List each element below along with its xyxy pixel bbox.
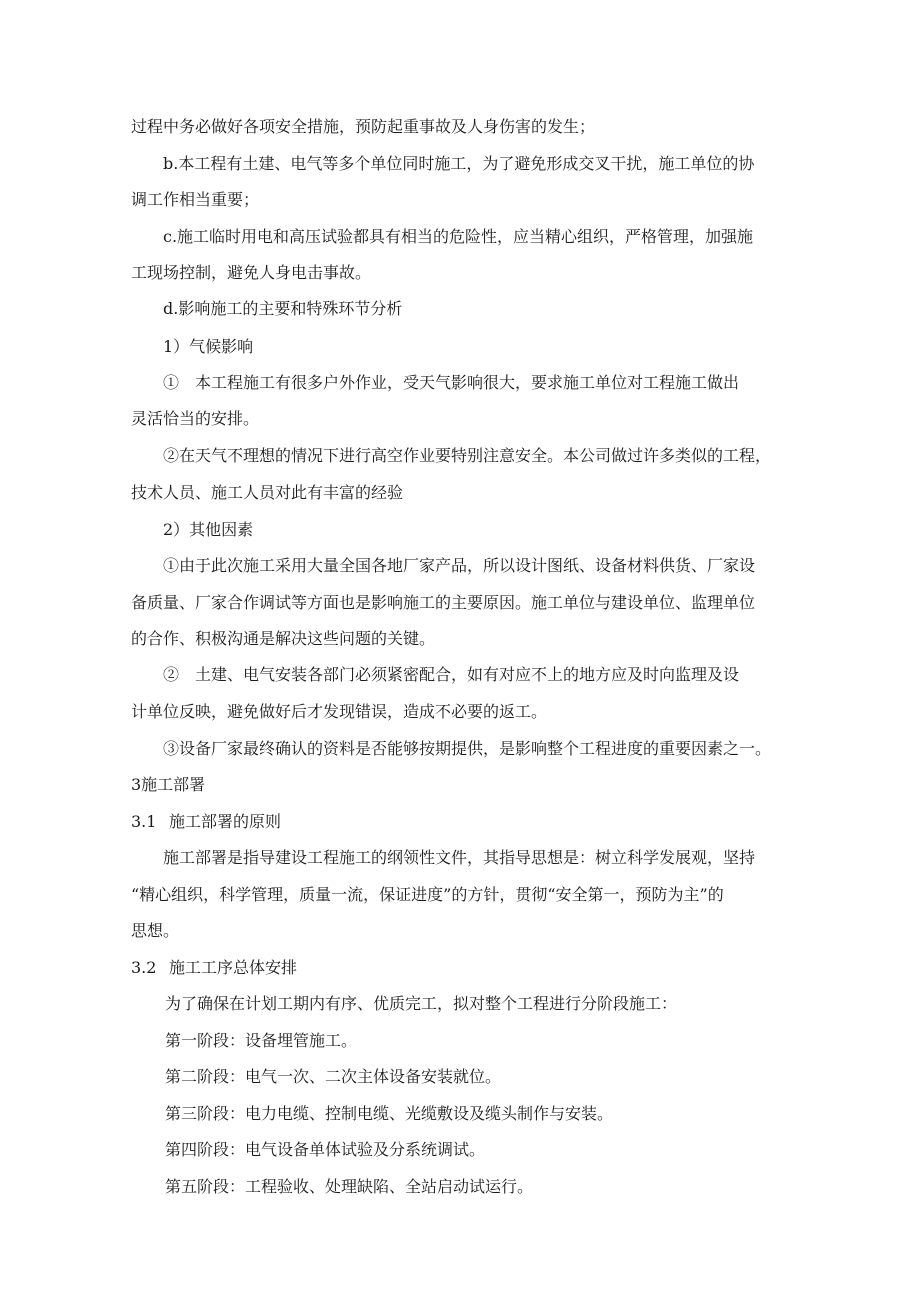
paragraph-line: c.施工临时用电和高压试验都具有相当的危险性，应当精心组织，严格管理，加强施: [163, 227, 754, 246]
paragraph-line: 备质量、厂家合作调试等方面也是影响施工的主要原因。施工单位与建设单位、监理单位: [131, 593, 756, 612]
paragraph-line: 灵活恰当的安排。: [131, 409, 260, 428]
subheading: 1）气候影响: [163, 337, 254, 356]
heading-number: 3.1: [131, 812, 157, 831]
subheading: 2）其他因素: [163, 520, 254, 539]
paragraph-line: ② 土建、电气安装各部门必须紧密配合，如有对应不上的地方应及时向监理及设: [163, 665, 740, 684]
list-item: 第四阶段：电气设备单体试验及分系统调试。: [165, 1140, 486, 1159]
list-item: 第二阶段：电气一次、二次主体设备安装就位。: [165, 1067, 502, 1086]
list-item: 第五阶段：工程验收、处理缺陷、全站启动试运行。: [165, 1177, 534, 1196]
section-heading-3-2: [131, 958, 297, 978]
paragraph-line: ③设备厂家最终确认的资料是否能够按期提供，是影响整个工程进度的重要因素之一。: [163, 739, 772, 758]
heading-title: 施工工序总体安排: [169, 958, 298, 977]
subheading: d.影响施工的主要和特殊环节分析: [163, 299, 403, 318]
paragraph-line: 技术人员、施工人员对此有丰富的经验: [131, 483, 404, 502]
paragraph-line: 计单位反映，避免做好后才发现错误，造成不必要的返工。: [131, 702, 548, 721]
heading-title: 施工部署的原则: [169, 812, 282, 831]
paragraph-line: ②在天气不理想的情况下进行高空作业要特别注意安全。本公司做过许多类似的工程，: [163, 446, 772, 465]
section-heading: 3施工部署: [131, 775, 206, 794]
paragraph-line: 工现场控制，避免人身电击事故。: [131, 263, 372, 282]
section-heading-3-1: [131, 812, 281, 832]
paragraph-line: 为了确保在计划工期内有序、优质完工，拟对整个工程进行分阶段施工：: [165, 994, 678, 1013]
paragraph-line: 思想。: [131, 921, 180, 940]
paragraph-line: 过程中务必做好各项安全措施，预防起重事故及人身伤害的发生；: [131, 117, 596, 136]
list-item: 第三阶段：电力电缆、控制电缆、光缆敷设及缆头制作与安装。: [165, 1104, 614, 1123]
paragraph-line: “精心组织，科学管理，质量一流，保证进度”的方针，贯彻“安全第一，预防为主”的: [131, 885, 724, 904]
paragraph-line: ① 本工程施工有很多户外作业，受天气影响很大，要求施工单位对工程施工做出: [163, 373, 740, 392]
paragraph-line: 调工作相当重要；: [131, 190, 260, 209]
heading-number: 3.2: [131, 958, 157, 977]
list-item: 第一阶段：设备埋管施工。: [165, 1031, 358, 1050]
paragraph-line: b.本工程有土建、电气等多个单位同时施工，为了避免形成交叉干扰，施工单位的协: [163, 154, 755, 173]
paragraph-line: 施工部署是指导建设工程施工的纲领性文件，其指导思想是：树立科学发展观，坚持: [163, 848, 756, 867]
paragraph-line: 的合作、积极沟通是解决这些问题的关键。: [131, 629, 436, 648]
paragraph-line: ①由于此次施工采用大量全国各地厂家产品，所以设计图纸、设备材料供货、厂家设: [163, 556, 756, 575]
